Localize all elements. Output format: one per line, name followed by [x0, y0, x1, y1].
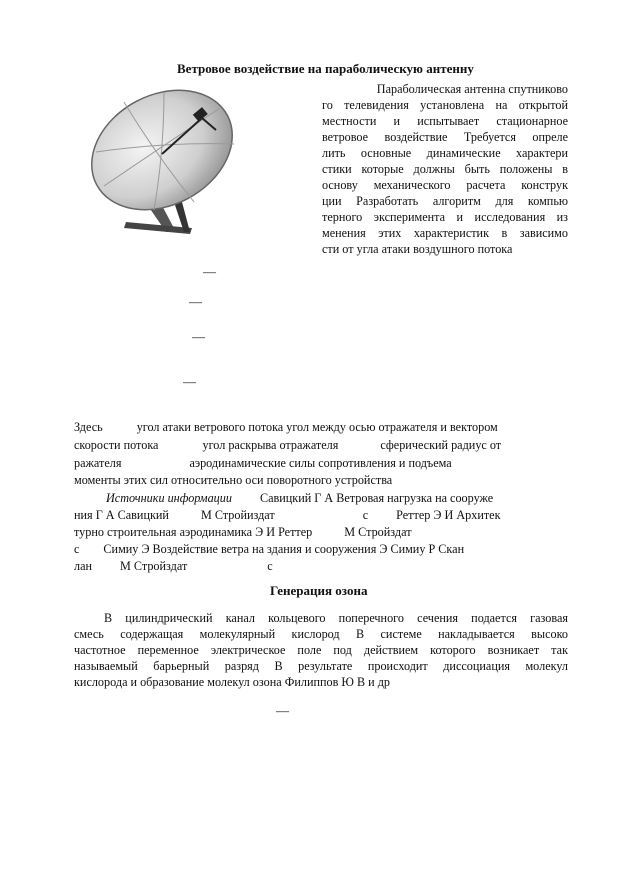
ozone-line: называемый барьерный разряд В результате происходит диссоциация молекул: [74, 659, 568, 673]
intro-line: го телевидения установлена на открытой: [322, 98, 568, 112]
description-line: [74, 455, 452, 471]
ozone-line: кислорода и образование молекул озона Филиппов Ю В и др: [74, 675, 391, 689]
sources-label: Источники информации: [106, 491, 232, 505]
formula-dash: —: [276, 703, 289, 718]
sources-line: [106, 490, 493, 506]
intro-line: менения этих характеристик в зависимо: [322, 226, 568, 240]
intro-line: терного эксперимента и исследования из: [322, 210, 568, 224]
desc-segment: Здесь: [74, 420, 103, 434]
description-line: [74, 437, 501, 453]
formula-dash: —: [189, 294, 202, 309]
formula-dash: —: [183, 374, 196, 389]
intro-line: стики которые должны быть положены в: [322, 162, 568, 176]
source-segment: с: [74, 542, 80, 556]
intro-line: основу механического расчета конструк: [322, 178, 568, 192]
ozone-paragraph: [74, 610, 568, 690]
source-segment: турно строительная аэродинамика Э И Реттер: [74, 525, 313, 539]
section-title-ozone: Генерация озона: [270, 583, 368, 598]
intro-line: сти от угла атаки воздушного потока: [322, 242, 513, 256]
intro-line: Параболическая антенна спутниково: [376, 82, 568, 96]
source-segment: Савицкий Г А Ветровая нагрузка на сооруже: [259, 491, 494, 505]
intro-paragraph: [322, 81, 568, 257]
formula-dash: —: [203, 264, 216, 279]
sources-line: [74, 524, 412, 540]
sources-line: [74, 507, 501, 523]
ozone-line: смесь содержащая молекулярный кислород В системе накладывается высоко: [74, 627, 568, 641]
sources-line: [74, 541, 464, 557]
source-segment: с: [362, 508, 369, 522]
source-segment: Реттер Э И Архитек: [396, 508, 501, 522]
desc-segment: моменты этих сил относительно оси поворотного устройства: [74, 473, 393, 487]
source-segment: ния Г А Савицкий: [74, 508, 169, 522]
ozone-line: частотное переменное электрическое поле под действием которого возникает так: [74, 643, 568, 657]
desc-segment: угол атаки ветрового потока угол между осью отражателя и вектором: [136, 420, 498, 434]
description-line: [74, 419, 498, 435]
desc-segment: скорости потока: [74, 438, 159, 452]
source-segment: М Стройздат: [120, 559, 188, 573]
desc-segment: ражателя: [74, 456, 122, 470]
ozone-line: В цилиндрический канал кольцевого поперечного сечения подается газовая: [104, 611, 568, 625]
source-segment: с: [267, 559, 273, 573]
source-segment: М Стройздат: [344, 525, 412, 539]
desc-segment: сферический радиус от: [380, 438, 502, 452]
satellite-dish-icon: [84, 82, 262, 242]
intro-line: лить основные динамические характери: [322, 146, 568, 160]
intro-line: местности и испытывает стационарное: [322, 114, 568, 128]
desc-segment: угол раскрыва отражателя: [202, 438, 339, 452]
intro-line: ветровое воздействие Требуется опреле: [322, 130, 568, 144]
source-segment: Симиу Э Воздействие ветра на здания и сооружения Э Симиу Р Скан: [103, 542, 465, 556]
description-line: [74, 472, 392, 488]
intro-line: ции Разработать алгоритм для компью: [322, 194, 568, 208]
section-title-wind: Ветровое воздействие на параболическую антенну: [177, 61, 474, 76]
source-segment: М Стройиздат: [200, 508, 275, 522]
sources-line: [74, 558, 273, 574]
desc-segment: аэродинамические силы сопротивления и подъема: [189, 456, 452, 470]
source-segment: лан: [74, 559, 93, 573]
formula-dash: —: [192, 329, 205, 344]
